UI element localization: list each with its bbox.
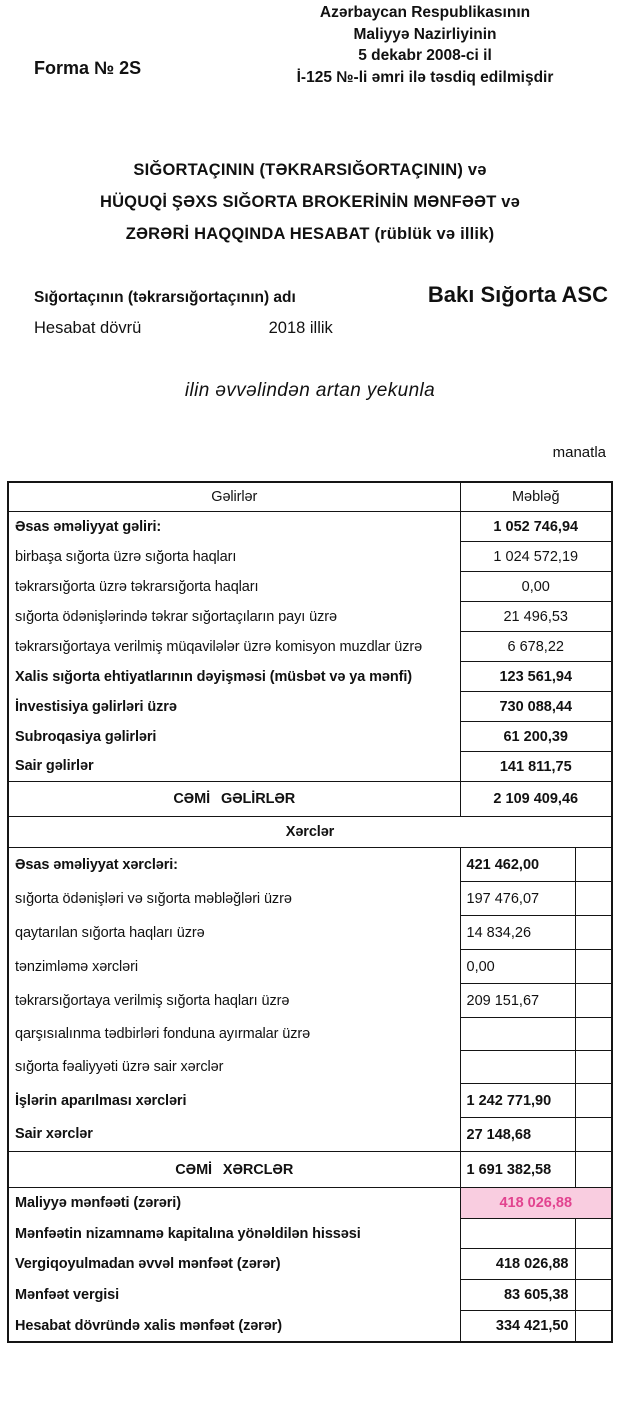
insurer-name-label: Sığortaçının (təkrarsığortaçının) adı xyxy=(34,289,296,306)
summary-row-amount: 418 026,88 xyxy=(460,1249,575,1280)
summary-row xyxy=(8,1280,612,1311)
expense-row xyxy=(8,1118,612,1152)
expense-row-extra-cell xyxy=(575,916,612,950)
income-row xyxy=(8,512,612,542)
report-period-row xyxy=(0,319,620,338)
income-row-label: İnvestisiya gəlirləri üzrə xyxy=(8,692,460,722)
expense-row xyxy=(8,984,612,1018)
expense-row-amount: 1 242 771,90 xyxy=(460,1084,575,1118)
summary-row-amount-highlighted: 418 026,88 xyxy=(460,1188,612,1219)
income-row-amount: 1 052 746,94 xyxy=(460,512,612,542)
report-title-line: SIĞORTAÇININ (TƏKRARSIĞORTAÇININ) və xyxy=(133,161,487,179)
income-row-label: birbaşa sığorta üzrə sığorta haqları xyxy=(8,542,460,572)
income-row-amount: 123 561,94 xyxy=(460,662,612,692)
income-row-amount: 141 811,75 xyxy=(460,752,612,782)
income-row-amount: 61 200,39 xyxy=(460,722,612,752)
report-table-body xyxy=(8,482,612,1342)
income-row-amount: 730 088,44 xyxy=(460,692,612,722)
income-row-label: Subroqasiya gəlirləri xyxy=(8,722,460,752)
income-row xyxy=(8,542,612,572)
income-row-amount: 6 678,22 xyxy=(460,632,612,662)
income-row xyxy=(8,662,612,692)
expense-total-label: CƏMİ XƏRCLƏR xyxy=(8,1152,460,1188)
expense-row-label: İşlərin aparılması xərcləri xyxy=(8,1084,460,1118)
income-row-label: sığorta ödənişlərində təkrar sığortaçıların payı üzrə xyxy=(8,602,460,632)
expense-row-extra-cell xyxy=(575,1051,612,1084)
income-row xyxy=(8,602,612,632)
expense-total-row xyxy=(8,1152,612,1188)
cumulative-note: ilin əvvəlindən artan yekunla xyxy=(184,380,436,401)
summary-row-label: Hesabat dövründə xalis mənfəət (zərər) xyxy=(8,1311,460,1343)
summary-row xyxy=(8,1219,612,1249)
summary-row-extra-cell xyxy=(575,1311,612,1343)
income-total-amount: 2 109 409,46 xyxy=(460,782,612,817)
expense-row xyxy=(8,916,612,950)
income-row-amount: 0,00 xyxy=(460,572,612,602)
insurer-name-value: Bakı Sığorta ASC xyxy=(427,282,608,307)
form-number-label: Forma № 2S xyxy=(34,58,142,78)
summary-row-extra-cell xyxy=(575,1280,612,1311)
expense-row-amount xyxy=(460,1051,575,1084)
approval-line: Maliyyə Nazirliyinin xyxy=(353,25,497,43)
expense-row-amount: 209 151,67 xyxy=(460,984,575,1018)
expense-row-label: qaytarılan sığorta haqları üzrə xyxy=(8,916,460,950)
expense-row-label: Sair xərclər xyxy=(8,1118,460,1152)
expense-total-amount: 1 691 382,58 xyxy=(460,1152,575,1188)
report-title xyxy=(0,154,620,250)
expense-row xyxy=(8,882,612,916)
expense-row-extra-cell xyxy=(575,1118,612,1152)
summary-row xyxy=(8,1311,612,1343)
summary-row-label: Mənfəətin nizamnamə kapitalına yönəldilən hissəsi xyxy=(8,1219,460,1249)
expense-row-label: sığorta ödənişləri və sığorta məbləğləri üzrə xyxy=(8,882,460,916)
income-row xyxy=(8,692,612,722)
income-total-row xyxy=(8,782,612,817)
expense-row-label: təkrarsığortaya verilmiş sığorta haqları üzrə xyxy=(8,984,460,1018)
expense-row-label: Əsas əməliyyat xərcləri: xyxy=(8,848,460,882)
summary-row-amount xyxy=(460,1219,575,1249)
approval-line: İ-125 №-li əmri ilə təsdiq edilmişdir xyxy=(296,68,554,86)
approval-line: 5 dekabr 2008-ci il xyxy=(358,47,492,64)
income-total-label: CƏMİ GƏLİRLƏR xyxy=(8,782,460,817)
report-title-line: HÜQUQİ ŞƏXS SIĞORTA BROKERİNİN MƏNFƏƏT və xyxy=(99,193,521,211)
income-column-header: Gəlirlər xyxy=(8,482,460,512)
summary-row-amount: 334 421,50 xyxy=(460,1311,575,1343)
summary-row-extra-cell xyxy=(575,1219,612,1249)
expense-row-extra-cell xyxy=(575,882,612,916)
expense-row-extra-cell xyxy=(575,848,612,882)
summary-row-label: Vergiqoyulmadan əvvəl mənfəət (zərər) xyxy=(8,1249,460,1280)
expense-row-label: tənzimləmə xərcləri xyxy=(8,950,460,984)
expense-row-extra-cell xyxy=(575,950,612,984)
income-row xyxy=(8,752,612,782)
amount-column-header: Məbləğ xyxy=(460,482,612,512)
expense-row-extra-cell xyxy=(575,1018,612,1051)
document-header xyxy=(0,0,620,118)
summary-row-extra-cell xyxy=(575,1249,612,1280)
income-row-label: Sair gəlirlər xyxy=(8,752,460,782)
expense-row-extra-cell xyxy=(575,984,612,1018)
expense-total-extra-cell xyxy=(575,1152,612,1188)
income-row-label: təkrarsığortaya verilmiş müqavilələr üzrə komisyon muzdlar üzrə xyxy=(8,632,460,662)
expense-row xyxy=(8,1051,612,1084)
approval-line: Azərbaycan Respublikasının xyxy=(319,4,531,21)
summary-row-amount: 83 605,38 xyxy=(460,1280,575,1311)
summary-row-label: Mənfəət vergisi xyxy=(8,1280,460,1311)
expense-row-amount xyxy=(460,1018,575,1051)
report-period-label: Hesabat dövrü xyxy=(34,319,142,337)
expense-row-amount: 27 148,68 xyxy=(460,1118,575,1152)
income-row-amount: 1 024 572,19 xyxy=(460,542,612,572)
expense-row-label: sığorta fəaliyyəti üzrə sair xərclər xyxy=(8,1051,460,1084)
report-period-value: 2018 illik xyxy=(268,319,333,337)
expense-row-amount: 14 834,26 xyxy=(460,916,575,950)
income-row xyxy=(8,722,612,752)
expense-section-header: Xərclər xyxy=(8,817,612,848)
expense-row-extra-cell xyxy=(575,1084,612,1118)
income-row xyxy=(8,572,612,602)
income-row-label: Əsas əməliyyat gəliri: xyxy=(8,512,460,542)
expense-row xyxy=(8,848,612,882)
expense-row xyxy=(8,1018,612,1051)
expense-row-amount: 197 476,07 xyxy=(460,882,575,916)
approval-stamp-text xyxy=(234,2,616,88)
report-title-line: ZƏRƏRİ HAQQINDA HESABAT (rüblük və illik) xyxy=(125,225,495,243)
currency-note: manatla xyxy=(552,444,606,461)
expense-row-amount: 0,00 xyxy=(460,950,575,984)
income-row-label: təkrarsığorta üzrə təkrarsığorta haqları xyxy=(8,572,460,602)
insurer-name-row xyxy=(0,282,620,308)
expense-section-header-row xyxy=(8,817,612,848)
report-table xyxy=(7,481,613,1343)
summary-row-label: Maliyyə mənfəəti (zərəri) xyxy=(8,1188,460,1219)
expense-row-amount: 421 462,00 xyxy=(460,848,575,882)
income-row-label: Xalis sığorta ehtiyatlarının dəyişməsi (müsbət və ya mənfi) xyxy=(8,662,460,692)
table-header-row xyxy=(8,482,612,512)
income-row xyxy=(8,632,612,662)
summary-row xyxy=(8,1249,612,1280)
income-row-amount: 21 496,53 xyxy=(460,602,612,632)
expense-row-label: qarşısıalınma tədbirləri fonduna ayırmalar üzrə xyxy=(8,1018,460,1051)
expense-row xyxy=(8,1084,612,1118)
summary-row xyxy=(8,1188,612,1219)
expense-row xyxy=(8,950,612,984)
